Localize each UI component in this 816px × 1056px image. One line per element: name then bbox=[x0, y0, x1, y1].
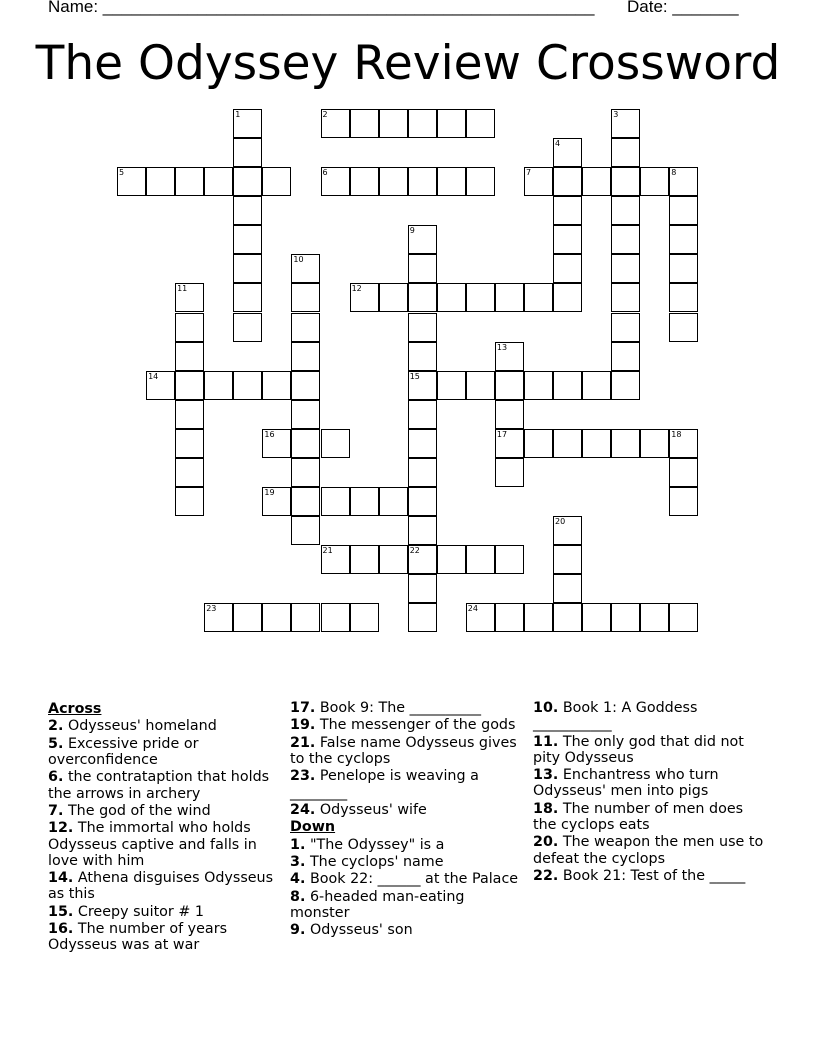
clue-across-6: 6. the contrataption that holds the arrows in archery bbox=[48, 769, 270, 802]
grid-cell[interactable] bbox=[408, 603, 437, 632]
grid-cell[interactable] bbox=[408, 574, 437, 603]
grid-cell[interactable] bbox=[408, 342, 437, 371]
grid-cell[interactable] bbox=[669, 225, 698, 254]
grid-cell[interactable] bbox=[408, 516, 437, 545]
grid-cell[interactable] bbox=[146, 167, 175, 196]
grid-cell[interactable] bbox=[669, 458, 698, 487]
grid-cell[interactable] bbox=[669, 603, 698, 632]
grid-cell[interactable] bbox=[611, 254, 640, 283]
grid-cell[interactable] bbox=[611, 225, 640, 254]
grid-cell[interactable] bbox=[233, 283, 262, 312]
grid-cell[interactable] bbox=[233, 138, 262, 167]
grid-cell[interactable] bbox=[669, 313, 698, 342]
grid-cell[interactable] bbox=[553, 167, 582, 196]
grid-cell[interactable] bbox=[291, 342, 320, 371]
clue-down-13: 13. Enchantress who turn Odysseus' men into pigs bbox=[533, 767, 719, 800]
grid-cell[interactable] bbox=[582, 603, 611, 632]
clue-number: 12 bbox=[351, 284, 362, 294]
clue-across-15: 15. Creepy suitor # 1 bbox=[48, 903, 204, 920]
clue-across-17: 17. Book 9: The __________ bbox=[290, 700, 482, 716]
grid-cell[interactable] bbox=[408, 458, 437, 487]
grid-cell[interactable] bbox=[611, 167, 640, 196]
grid-cell[interactable] bbox=[524, 429, 553, 458]
grid-cell[interactable] bbox=[437, 167, 466, 196]
grid-cell[interactable] bbox=[175, 458, 204, 487]
grid-cell[interactable] bbox=[640, 429, 669, 458]
grid-cell[interactable] bbox=[233, 196, 262, 225]
grid-cell[interactable] bbox=[408, 167, 437, 196]
clue-across-2: 2. Odysseus' homeland bbox=[48, 718, 217, 735]
grid-cell[interactable] bbox=[408, 429, 437, 458]
grid-cell[interactable] bbox=[350, 603, 379, 632]
grid-cell[interactable] bbox=[175, 400, 204, 429]
grid-cell[interactable] bbox=[466, 109, 495, 138]
clue-number: 7 bbox=[526, 168, 532, 178]
grid-cell[interactable] bbox=[204, 371, 233, 400]
page-title: The Odyssey Review Crossword bbox=[35, 36, 781, 91]
grid-cell[interactable] bbox=[291, 283, 320, 312]
grid-cell[interactable] bbox=[524, 603, 553, 632]
grid-cell[interactable] bbox=[437, 283, 466, 312]
grid-cell[interactable] bbox=[175, 487, 204, 516]
clue-across-5: 5. Excessive pride or overconfidence bbox=[48, 735, 199, 768]
clue-number: 14 bbox=[148, 371, 159, 381]
clue-down-8: 8. 6-headed man-eating monster bbox=[290, 888, 465, 921]
grid-cell[interactable] bbox=[291, 400, 320, 429]
clue-number: 16 bbox=[264, 429, 275, 439]
grid-cell[interactable] bbox=[291, 487, 320, 516]
clue-number: 10 bbox=[293, 255, 304, 265]
grid-cell[interactable] bbox=[379, 283, 408, 312]
down-heading: Down bbox=[290, 819, 336, 836]
grid-cell[interactable] bbox=[611, 138, 640, 167]
grid-cell[interactable] bbox=[291, 603, 320, 632]
grid-cell[interactable] bbox=[408, 109, 437, 138]
clues-column-3 bbox=[533, 700, 768, 884]
clue-down-22: 22. Book 21: Test of the _____ bbox=[533, 867, 746, 884]
clue-number: 13 bbox=[496, 342, 508, 352]
grid-cell[interactable] bbox=[175, 313, 204, 342]
clue-number: 8 bbox=[671, 168, 677, 178]
grid-cell[interactable] bbox=[408, 487, 437, 516]
grid-cell[interactable] bbox=[466, 371, 495, 400]
grid-cell[interactable] bbox=[524, 371, 553, 400]
grid-cell[interactable] bbox=[379, 545, 408, 574]
grid-cell[interactable] bbox=[466, 545, 495, 574]
grid-cell[interactable] bbox=[408, 400, 437, 429]
clue-number: 4 bbox=[555, 139, 561, 149]
clue-down-9: 9. Odysseus' son bbox=[290, 922, 413, 939]
grid-cell[interactable] bbox=[262, 167, 291, 196]
grid-cell[interactable] bbox=[611, 283, 640, 312]
grid-cell[interactable] bbox=[291, 516, 320, 545]
clue-down-18: 18. The number of men does the cyclops eats bbox=[533, 800, 744, 833]
clue-across-19: 19. The messenger of the gods bbox=[290, 717, 516, 734]
grid-cell[interactable] bbox=[262, 371, 291, 400]
grid-cell[interactable] bbox=[495, 371, 524, 400]
grid-cell[interactable] bbox=[553, 283, 582, 312]
grid-cell[interactable] bbox=[321, 487, 350, 516]
grid-cell[interactable] bbox=[233, 603, 262, 632]
grid-cell[interactable] bbox=[408, 254, 437, 283]
grid-cell[interactable] bbox=[350, 545, 379, 574]
clue-number: 22 bbox=[409, 546, 420, 555]
clue-number: 5 bbox=[119, 168, 125, 178]
grid-cell[interactable] bbox=[379, 487, 408, 516]
grid-cell[interactable] bbox=[437, 371, 466, 400]
clue-number: 21 bbox=[322, 546, 333, 555]
grid-cell[interactable] bbox=[611, 371, 640, 400]
grid-cell[interactable] bbox=[582, 371, 611, 400]
clue-down-11: 11. The only god that did not pity Odysseus bbox=[533, 733, 744, 766]
clue-across-21: 21. False name Odysseus gives to the cyclops bbox=[290, 734, 517, 767]
clue-across-12: 12. The immortal who holds Odysseus captive and falls in love with him bbox=[48, 820, 257, 869]
grid-cell[interactable] bbox=[553, 371, 582, 400]
name-field-line: Name: ____________________________________________________ bbox=[48, 0, 595, 16]
clue-down-3: 3. The cyclops' name bbox=[290, 853, 444, 870]
clue-down-4: 4. Book 22: ______ at the Palace bbox=[290, 871, 519, 888]
grid-cell[interactable] bbox=[640, 167, 669, 196]
clue-number: 23 bbox=[206, 604, 217, 614]
clue-across-16: 16. The number of years Odysseus was at war bbox=[48, 921, 228, 954]
grid-cell[interactable] bbox=[611, 603, 640, 632]
grid-cell[interactable] bbox=[408, 313, 437, 342]
grid-cell[interactable] bbox=[379, 109, 408, 138]
grid-cell[interactable] bbox=[611, 196, 640, 225]
clue-number: 3 bbox=[613, 110, 619, 119]
grid-cell[interactable] bbox=[466, 283, 495, 312]
grid-cell[interactable] bbox=[204, 167, 233, 196]
grid-cell[interactable] bbox=[553, 429, 582, 458]
clue-number: 18 bbox=[671, 429, 682, 439]
grid-cell[interactable] bbox=[175, 429, 204, 458]
grid-cell[interactable] bbox=[495, 400, 524, 429]
grid-cell[interactable] bbox=[582, 429, 611, 458]
clue-number: 11 bbox=[177, 284, 188, 294]
grid-cell[interactable] bbox=[175, 167, 204, 196]
clue-number: 9 bbox=[409, 226, 415, 236]
clue-number: 2 bbox=[322, 110, 328, 119]
grid-cell[interactable] bbox=[350, 487, 379, 516]
grid-cell[interactable] bbox=[291, 313, 320, 342]
grid-cell[interactable] bbox=[669, 487, 698, 516]
grid-cell[interactable] bbox=[640, 603, 669, 632]
grid-cell[interactable] bbox=[495, 603, 524, 632]
grid-cell[interactable] bbox=[233, 371, 262, 400]
grid-cell[interactable] bbox=[379, 167, 408, 196]
grid-cell[interactable] bbox=[321, 429, 350, 458]
clue-number: 6 bbox=[322, 168, 328, 178]
grid-cell[interactable] bbox=[437, 545, 466, 574]
clues-column-2 bbox=[290, 700, 522, 939]
grid-cell[interactable] bbox=[233, 313, 262, 342]
grid-cell[interactable] bbox=[262, 603, 291, 632]
grid-cell[interactable] bbox=[611, 429, 640, 458]
grid-cell[interactable] bbox=[669, 196, 698, 225]
grid-cell[interactable] bbox=[291, 458, 320, 487]
grid-cell[interactable] bbox=[321, 603, 350, 632]
across-heading: Across bbox=[48, 701, 102, 717]
date-field-line: Date: _______ bbox=[627, 0, 739, 16]
clue-number: 15 bbox=[409, 371, 420, 381]
grid-cell[interactable] bbox=[350, 167, 379, 196]
clue-down-20: 20. The weapon the men use to defeat the cyclops bbox=[533, 834, 764, 867]
clue-across-23: 23. Penelope is weaving a ________ bbox=[290, 768, 479, 801]
grid-cell[interactable] bbox=[495, 283, 524, 312]
clue-number: 20 bbox=[555, 517, 566, 526]
grid-cell[interactable] bbox=[524, 283, 553, 312]
grid-cell[interactable] bbox=[291, 429, 320, 458]
grid-cell[interactable] bbox=[233, 225, 262, 254]
grid-cell[interactable] bbox=[553, 196, 582, 225]
clue-across-7: 7. The god of the wind bbox=[48, 802, 211, 819]
grid-cell[interactable] bbox=[553, 225, 582, 254]
grid-cell[interactable] bbox=[553, 574, 582, 603]
grid-cell[interactable] bbox=[611, 342, 640, 371]
grid-cell[interactable] bbox=[233, 254, 262, 283]
grid-cell[interactable] bbox=[466, 167, 495, 196]
grid-cell[interactable] bbox=[291, 371, 320, 400]
clue-across-24: 24. Odysseus' wife bbox=[290, 801, 427, 818]
clue-number: 19 bbox=[264, 487, 275, 497]
grid-cell[interactable] bbox=[553, 545, 582, 574]
grid-cell[interactable] bbox=[611, 313, 640, 342]
grid-cell[interactable] bbox=[233, 167, 262, 196]
grid-cell[interactable] bbox=[350, 109, 379, 138]
clue-down-1: 1. "The Odyssey" is a bbox=[290, 836, 445, 853]
clue-number: 24 bbox=[467, 604, 478, 614]
clue-down-10: 10. Book 1: A Goddess ___________ bbox=[533, 700, 698, 733]
grid-cell[interactable] bbox=[669, 254, 698, 283]
grid-cell[interactable] bbox=[495, 458, 524, 487]
clue-number: 1 bbox=[235, 110, 241, 119]
grid-cell[interactable] bbox=[437, 109, 466, 138]
grid-cell[interactable] bbox=[175, 342, 204, 371]
grid-cell[interactable] bbox=[553, 603, 582, 632]
clues-column-1 bbox=[48, 700, 278, 954]
grid-cell[interactable] bbox=[408, 283, 437, 312]
clue-across-14: 14. Athena disguises Odysseus as this bbox=[48, 870, 274, 903]
grid-cell[interactable] bbox=[175, 371, 204, 400]
grid-cell[interactable] bbox=[669, 283, 698, 312]
grid-cell[interactable] bbox=[495, 545, 524, 574]
grid-cell[interactable] bbox=[582, 167, 611, 196]
grid-cell[interactable] bbox=[553, 254, 582, 283]
clue-number: 17 bbox=[496, 429, 508, 439]
